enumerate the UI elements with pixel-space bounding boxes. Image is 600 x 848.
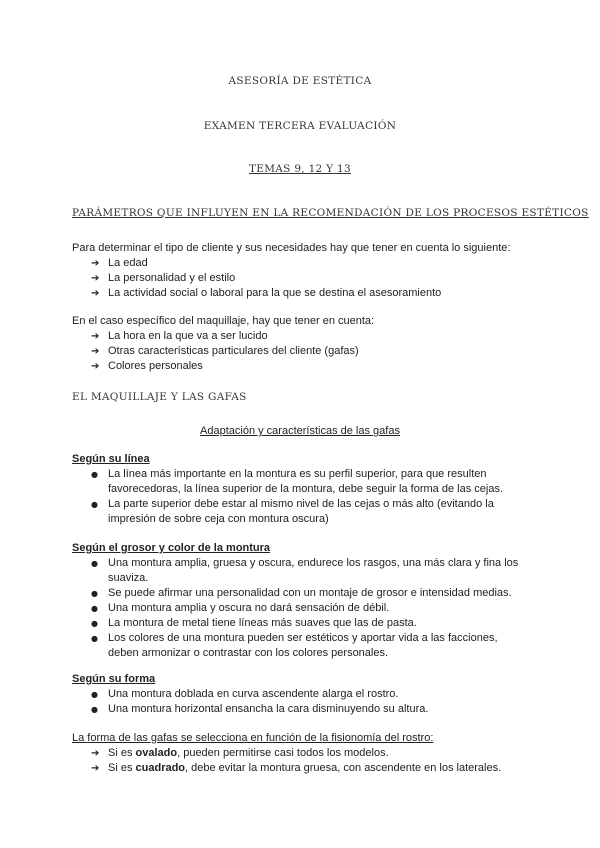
list-item: ● Se puede afirmar una personalidad con un montaje de grosor e intensidad medias. bbox=[88, 586, 528, 601]
item-prefix: Si es bbox=[108, 747, 136, 759]
item-suffix: , debe evitar la montura gruesa, con ascendente en los laterales. bbox=[185, 762, 502, 774]
list-item: ● La montura de metal tiene líneas más suaves que las de pasta. bbox=[88, 616, 528, 631]
item-prefix: Si es bbox=[108, 762, 136, 774]
list-item: ● La parte superior debe estar al mismo nivel de las cejas o más alto (evitando la impresión de sobre ceja con montura oscura) bbox=[88, 497, 528, 527]
list-item: ● Una montura horizontal ensancha la cara disminuyendo su altura. bbox=[88, 702, 528, 717]
face-type-cuadrado: cuadrado bbox=[135, 762, 186, 774]
section2-subtitle: Adaptación y características de las gafas bbox=[200, 425, 400, 437]
list-item: ● Una montura amplia, gruesa y oscura, endurece los rasgos, una más clara y fina los suaviza. bbox=[88, 556, 528, 586]
list-item bbox=[88, 746, 548, 761]
grosor-heading: Según el grosor y color de la montura bbox=[72, 542, 271, 554]
forma-heading: Según su forma bbox=[72, 673, 156, 685]
fisionomia-list bbox=[88, 746, 548, 776]
fisionomia-heading: La forma de las gafas se selecciona en función de la fisionomía del rostro: bbox=[72, 732, 434, 744]
list-item: ● Los colores de una montura pueden ser estéticos y aportar vida a las facciones, deben armonizar o contrastar con los colores personales. bbox=[88, 631, 528, 661]
item-suffix: , pueden permitirse casi todos los modelos. bbox=[177, 747, 389, 759]
list-item: ➔ La actividad social o laboral para la que se destina el asesoramiento bbox=[88, 286, 548, 301]
section1-list bbox=[88, 256, 548, 301]
section1-intro2: En el caso específico del maquillaje, hay que tener en cuenta: bbox=[72, 315, 375, 327]
list-item bbox=[88, 761, 548, 776]
section1-intro: Para determinar el tipo de cliente y sus necesidades hay que tener en cuenta lo siguiente: bbox=[72, 242, 511, 254]
list-item: ● Una montura doblada en curva ascendente alarga el rostro. bbox=[88, 687, 528, 702]
list-item: ➔ La personalidad y el estilo bbox=[88, 271, 548, 286]
header-topics: TEMAS 9, 12 Y 13 bbox=[248, 163, 352, 175]
section2-title: EL MAQUILLAJE Y LAS GAFAS bbox=[72, 391, 247, 403]
linea-heading: Según su línea bbox=[72, 453, 150, 465]
section1-title: PARÁMETROS QUE INFLUYEN EN LA RECOMENDACIÓN DE LOS PROCESOS ESTÉTICOS bbox=[72, 207, 589, 219]
list-item: ➔ La hora en la que va a ser lucido bbox=[88, 329, 548, 344]
list-item: ➔ La edad bbox=[88, 256, 548, 271]
section1-list2 bbox=[88, 329, 548, 374]
forma-list bbox=[88, 687, 528, 717]
face-type-ovalado: ovalado bbox=[135, 747, 178, 759]
linea-list bbox=[88, 467, 528, 527]
grosor-list bbox=[88, 556, 528, 661]
list-item: ● Una montura amplia y oscura no dará sensación de débil. bbox=[88, 601, 528, 616]
list-item: ● La línea más importante en la montura es su perfil superior, para que resulten favorecedoras, la línea superior de la montura, debe seguir la forma de las cejas. bbox=[88, 467, 528, 497]
header-exam: EXAMEN TERCERA EVALUACIÓN bbox=[203, 120, 397, 132]
list-item: ➔ Colores personales bbox=[88, 359, 548, 374]
header-title: ASESORÍA DE ESTÉTICA bbox=[228, 75, 372, 87]
list-item: ➔ Otras características particulares del cliente (gafas) bbox=[88, 344, 548, 359]
